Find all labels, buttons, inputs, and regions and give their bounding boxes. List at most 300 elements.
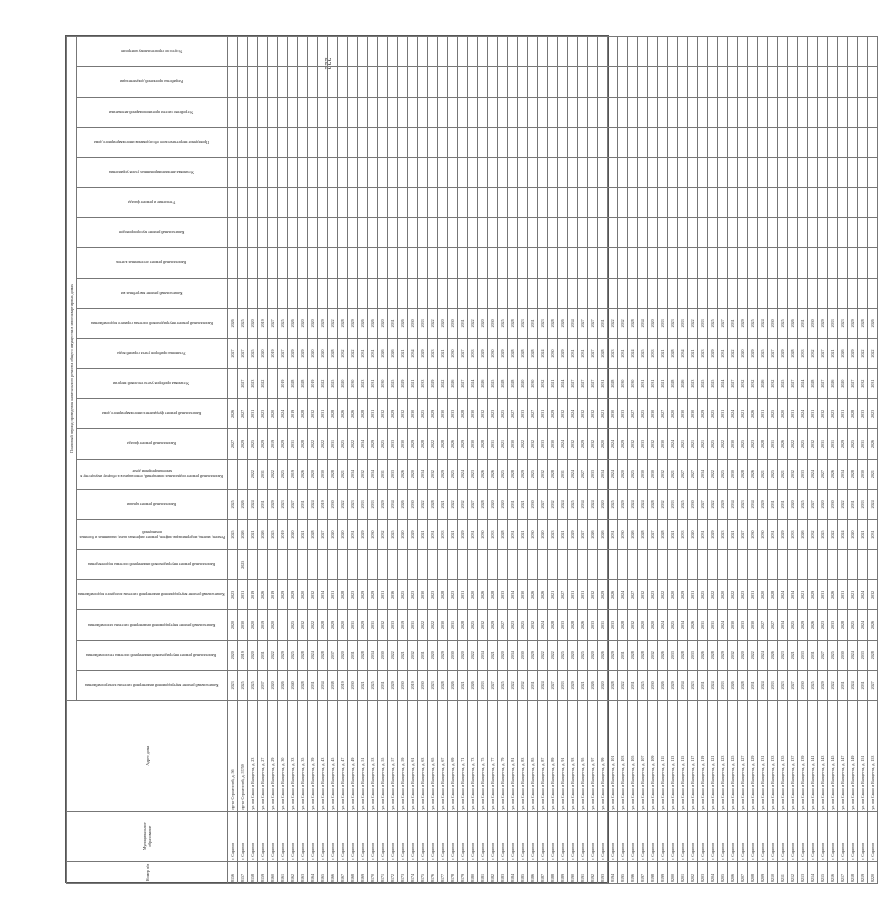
cell-year: 2023 [278,489,288,519]
cell-year [758,188,768,218]
cell-year: 2028 [488,580,498,610]
cell-year: 2025 [708,308,718,338]
cell-year [788,127,798,157]
cell-year [768,278,778,308]
cell-year: 2028 [318,610,328,640]
cell-addr: ул. им Сакко и Ванцетти, д. 101 [608,700,618,811]
cell-year: 2027 [628,580,638,610]
cell-year: 2033 [518,399,528,429]
table-row [588,37,598,884]
cell-year [748,157,758,187]
cell-year: 2031 [858,670,868,700]
cell-year [368,218,378,248]
cell-year [558,278,568,308]
cell-year [668,157,678,187]
cell-city: г. Саратов [388,811,398,861]
cell-year: 2025 [248,670,258,700]
cell-year: 2029 [458,429,468,459]
cell-year [828,218,838,248]
cell-year [648,218,658,248]
cell-year [628,218,638,248]
cell-year [708,157,718,187]
cell-year: 2028 [638,640,648,670]
cell-city: г. Саратов [718,811,728,861]
cell-year [588,248,598,278]
cell-year [548,278,558,308]
cell-year: 2030 [468,399,478,429]
cell-year: 2029 [568,519,578,549]
cell-year [578,218,588,248]
cell-year [598,157,608,187]
col-header-service-label: Разработка проектной документации [120,79,183,85]
cell-year: 2020 [298,308,308,338]
cell-year [718,278,728,308]
cell-num: 8162 [288,861,298,883]
cell-year: 2033 [638,429,648,459]
cell-addr: ул. им Сакко и Ванцетти, д. 139 [798,700,808,811]
cell-year [508,188,518,218]
cell-year: 2026 [598,640,608,670]
cell-year [378,127,388,157]
cell-year [478,188,488,218]
cell-year: 2032 [538,459,548,489]
cell-year: 2023 [868,399,878,429]
cell-year: 2028 [418,429,428,459]
cell-year: 2020 [618,459,628,489]
cell-year [238,218,248,248]
cell-year [648,37,658,67]
cell-year [378,67,388,97]
cell-year: 2028 [598,338,608,368]
cell-num: 8180 [468,861,478,883]
cell-year: 2029 [428,399,438,429]
cell-year: 2027 [268,308,278,338]
cell-num: 8175 [418,861,428,883]
cell-year: 2029 [498,338,508,368]
cell-year: 2030 [408,308,418,338]
cell-year: 2024 [758,670,768,700]
cell-year: 2027 [468,489,478,519]
cell-year: 2031 [838,580,848,610]
cell-year [268,37,278,67]
cell-addr: ул. им Сакко и Ванцетти, д. 33 [288,700,298,811]
cell-year [358,188,368,218]
cell-year: 2020 [258,338,268,368]
cell-year: 2028 [608,670,618,700]
col-header-service-label: Ремонт, замена, модернизация лифтов, ремонт лифтовых шахт, машинных и блочных помещений [78,529,225,540]
table-row [308,37,318,884]
cell-addr: ул. им Сакко и Ванцетти, д. 107 [638,700,648,811]
cell-year [498,127,508,157]
cell-year [848,248,858,278]
cell-year: 2025 [498,399,508,429]
cell-city: г. Саратов [688,811,698,861]
table-row [228,37,238,884]
cell-year [668,218,678,248]
cell-year [268,127,278,157]
cell-year: 2023 [738,489,748,519]
cell-year: 2034 [418,459,428,489]
cell-year: 2030 [398,670,408,700]
cell-addr: ул. им Сакко и Ванцетти, д. 121 [708,700,718,811]
cell-year [308,550,318,580]
cell-year: 2022 [608,308,618,338]
cell-year: 2024 [848,670,858,700]
cell-year: 2022 [438,369,448,399]
cell-year [318,97,328,127]
cell-year [698,218,708,248]
cell-year [408,248,418,278]
cell-year [768,188,778,218]
cell-year: 2025 [238,670,248,700]
cell-year: 2026 [788,308,798,338]
cell-year [738,218,748,248]
col-header-service [77,489,228,519]
cell-year: 2022 [728,580,738,610]
cell-year [528,67,538,97]
cell-year [238,248,248,278]
table-row [348,37,358,884]
cell-year [538,157,548,187]
cell-year: 2027 [628,399,638,429]
cell-year: 2030 [628,369,638,399]
cell-year [398,157,408,187]
cell-year [678,37,688,67]
col-header-service-label: Капитальный ремонт выгребных ям [120,290,183,296]
table-row [678,37,688,884]
cell-year: 2033 [858,399,868,429]
cell-year [348,278,358,308]
cell-city: г. Саратов [798,811,808,861]
cell-year: 2020 [228,640,238,670]
cell-year: 2025 [638,399,648,429]
col-header-service [77,37,228,67]
cell-year [578,97,588,127]
cell-year [308,188,318,218]
cell-year: 2033 [658,308,668,338]
cell-year [498,157,508,187]
cell-year [428,37,438,67]
cell-year: 2023 [248,369,258,399]
col-header-service-label: Капитальный ремонт мусоропроводов [118,230,185,236]
cell-year [448,127,458,157]
cell-year [568,550,578,580]
cell-year: 2026 [768,640,778,670]
cell-year: 2024 [808,459,818,489]
cell-year: 2020 [298,580,308,610]
cell-year: 2026 [258,519,268,549]
cell-year: 2033 [698,308,708,338]
cell-year: 2022 [268,640,278,670]
cell-year: 2027 [658,399,668,429]
cell-year: 2026 [358,308,368,338]
cell-year: 2029 [428,369,438,399]
cell-city: г. Саратов [588,811,598,861]
cell-year: 2026 [348,399,358,429]
cell-year [638,278,648,308]
cell-year: 2019 [288,459,298,489]
cell-year: 2033 [798,640,808,670]
cell-year: 2032 [748,369,758,399]
cell-year: 2023 [698,338,708,368]
cell-year [538,97,548,127]
cell-year [568,67,578,97]
cell-year: 2025 [278,459,288,489]
cell-addr: ул. им Сакко и Ванцетти, д. 67 [438,700,448,811]
cell-year: 2032 [818,399,828,429]
cell-year: 2020 [338,610,348,640]
cell-year: 2031 [868,519,878,549]
cell-year: 2020 [838,369,848,399]
cell-year [728,127,738,157]
cell-year [688,127,698,157]
cell-year [598,37,608,67]
cell-year: 2024 [858,580,868,610]
cell-year [678,97,688,127]
cell-year [418,278,428,308]
cell-year: 2021 [678,429,688,459]
cell-year [288,97,298,127]
cell-year: 2020 [778,399,788,429]
cell-year: 2023 [648,580,658,610]
cell-year [678,67,688,97]
cell-num: 8170 [368,861,378,883]
col-header-service-label: Капитальный ремонт крыши [126,501,177,507]
cell-year [508,67,518,97]
cell-year: 2020 [308,308,318,338]
cell-year [578,188,588,218]
cell-year [838,157,848,187]
cell-city: г. Саратов [768,811,778,861]
cell-year: 2030 [418,580,428,610]
cell-num: 8166 [328,861,338,883]
cell-year [228,459,238,489]
cell-year [718,157,728,187]
cell-year [788,157,798,187]
cell-year: 2028 [338,308,348,338]
cell-year: 2025 [228,519,238,549]
cell-year: 2021 [548,580,558,610]
cell-year [338,550,348,580]
cell-year: 2038 [328,670,338,700]
cell-year [358,278,368,308]
cell-year: 2028 [458,610,468,640]
cell-year [618,127,628,157]
cell-year: 2031 [818,580,828,610]
cell-year [518,67,528,97]
cell-addr: ул. им Сакко и Ванцетти, д. 85 [528,700,538,811]
table-body [228,37,878,884]
cell-year: 2032 [738,369,748,399]
cell-year: 2020 [648,308,658,338]
cell-year [768,248,778,278]
cell-year [548,157,558,187]
cell-year: 2029 [278,580,288,610]
cell-year: 2031 [718,338,728,368]
cell-year: 2028 [638,519,648,549]
cell-year: 2021 [578,670,588,700]
cell-year [588,127,598,157]
cell-year: 2021 [518,489,528,519]
cell-year [738,37,748,67]
cell-year [548,218,558,248]
cell-year: 2026 [728,670,738,700]
cell-year [648,550,658,580]
cell-year: 2026 [688,610,698,640]
cell-year [328,157,338,187]
cell-year: 2031 [388,308,398,338]
cell-year [698,278,708,308]
cell-year [398,97,408,127]
cell-year [288,37,298,67]
cell-year: 2032 [618,308,628,338]
cell-year [728,278,738,308]
cell-year: 2032 [808,338,818,368]
cell-year [718,97,728,127]
cell-city: г. Саратов [528,811,538,861]
cell-year: 2020 [518,369,528,399]
cell-year: 2031 [848,489,858,519]
cell-year: 2022 [388,640,398,670]
cell-year: 2025 [798,429,808,459]
cell-year: 2034 [748,489,758,519]
col-header-addr: Адрес дома [67,700,228,811]
cell-year: 2029 [678,580,688,610]
cell-year: 2025 [238,550,248,580]
cell-city: г. Саратов [838,811,848,861]
cell-year: 2027 [728,369,738,399]
cell-year [228,67,238,97]
cell-year [458,278,468,308]
cell-year: 2026 [368,308,378,338]
cell-year: 2028 [768,580,778,610]
cell-year [538,67,548,97]
cell-year [428,278,438,308]
cell-num: 8214 [808,861,818,883]
cell-year [458,127,468,157]
cell-year [638,550,648,580]
cell-year [858,550,868,580]
cell-year: 2023 [738,580,748,610]
cell-year [528,97,538,127]
cell-year [338,248,348,278]
cell-num: 8182 [488,861,498,883]
cell-year: 2022 [308,610,318,640]
cell-year: 2020 [718,580,728,610]
cell-year [638,248,648,278]
cell-year: 2025 [698,580,708,610]
cell-year [388,550,398,580]
cell-year: 2037 [328,640,338,670]
cell-year: 2033 [678,519,688,549]
cell-year [748,97,758,127]
cell-num: 8200 [668,861,678,883]
cell-year: 2031 [328,580,338,610]
cell-year: 2029 [668,670,678,700]
table-row [768,37,778,884]
cell-year [388,188,398,218]
cell-year [318,157,328,187]
cell-year [328,218,338,248]
cell-year: 2022 [268,459,278,489]
cell-year [268,550,278,580]
cell-addr: ул. им Сакко и Ванцетти, д. 35 [298,700,308,811]
cell-year: 2025 [498,308,508,338]
cell-year: 2028 [548,610,558,640]
cell-year: 2020 [338,519,348,549]
cell-year [468,67,478,97]
cell-year [518,278,528,308]
cell-year [568,248,578,278]
cell-year: 2019 [268,338,278,368]
cell-year: 2032 [528,610,538,640]
table-row [518,37,528,884]
cell-year: 2029 [288,580,298,610]
cell-year [868,37,878,67]
cell-year [598,248,608,278]
cell-year: 2022 [828,519,838,549]
col-header-service-label: Капитальный ремонт внутридомовой инженерной системы водоотведения [87,562,216,568]
cell-year [648,278,658,308]
cell-year: 2033 [388,459,398,489]
cell-year: 2034 [568,308,578,338]
cell-year: 2029 [748,338,758,368]
table-row [718,37,728,884]
cell-year: 2022 [428,610,438,640]
cell-year [278,157,288,187]
cell-year: 2032 [868,580,878,610]
cell-year [548,97,558,127]
col-header-service-label: Услуги по строительному контролю [120,49,183,55]
cell-year: 2031 [818,429,828,459]
cell-year [258,218,268,248]
cell-year: 2023 [608,338,618,368]
table-row [268,37,278,884]
cell-year [558,550,568,580]
cell-year: 2019 [278,519,288,549]
cell-year [408,127,418,157]
table-row [398,37,408,884]
table-row [458,37,468,884]
cell-year [348,218,358,248]
cell-year [438,37,448,67]
cell-year [468,37,478,67]
cell-year [568,97,578,127]
cell-year [498,278,508,308]
cell-year [428,67,438,97]
cell-num: 8215 [818,861,828,883]
cell-year: 2024 [758,308,768,338]
cell-year [448,218,458,248]
cell-year [288,248,298,278]
table-row [498,37,508,884]
cell-year: 2034 [728,489,738,519]
cell-year [848,188,858,218]
cell-year [378,278,388,308]
cell-year: 2024 [568,399,578,429]
cell-year: 2028 [518,338,528,368]
cell-year: 2031 [348,640,358,670]
cell-year: 2030 [418,670,428,700]
cell-year [728,188,738,218]
cell-num: 8160 [268,861,278,883]
cell-city: г. Саратов [608,811,618,861]
cell-year [718,218,728,248]
cell-year [798,550,808,580]
cell-year: 2029 [708,519,718,549]
cell-year: 2031 [618,338,628,368]
cell-year [348,67,358,97]
